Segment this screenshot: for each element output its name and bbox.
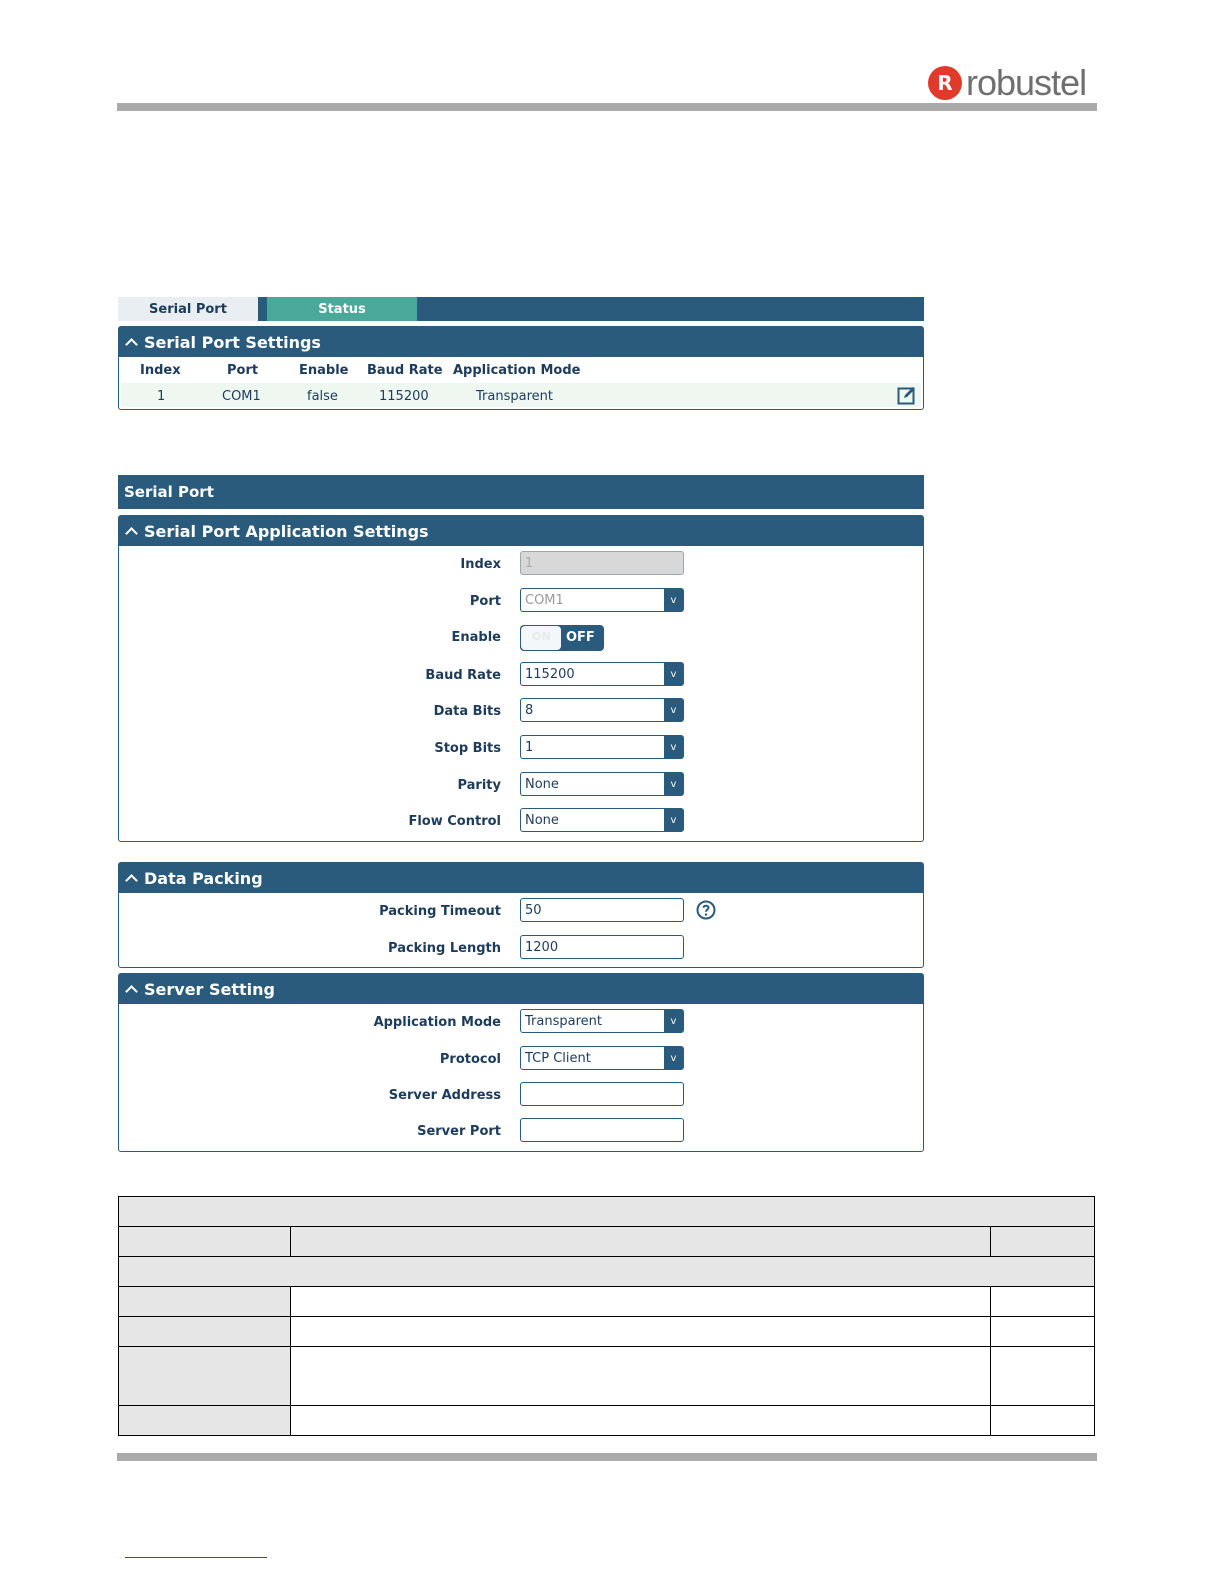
logo-mark: R: [928, 66, 962, 100]
table-cell: [991, 1406, 1095, 1435]
data-packing-panel: [118, 862, 924, 968]
tab-status[interactable]: Status: [267, 297, 417, 321]
table-cell: [991, 1287, 1095, 1317]
column-header-port: Port: [227, 363, 259, 378]
robustel-logo: [928, 62, 1086, 104]
table-cell: [291, 1317, 991, 1347]
table-row: [119, 1317, 291, 1347]
serial-port-settings-panel: [118, 326, 924, 410]
data-bits-select[interactable]: 8 v: [520, 698, 684, 722]
baud-rate-select[interactable]: 115200 v: [520, 662, 684, 686]
parity-label: Parity: [457, 778, 501, 793]
tab-serial-port[interactable]: Serial Port: [118, 297, 258, 321]
table-cell: [291, 1347, 991, 1406]
serial-port-settings-header[interactable]: [119, 327, 923, 357]
panel-title: Serial Port Settings: [144, 332, 321, 352]
table-header-cell: [119, 1227, 291, 1257]
server-setting-header[interactable]: [119, 974, 923, 1004]
toggle-on-text: ON: [532, 630, 551, 643]
index-field: 1: [520, 551, 684, 575]
flow-control-select[interactable]: None v: [520, 808, 684, 832]
table-cell: [991, 1317, 1095, 1347]
table-cell: [291, 1287, 991, 1317]
chevron-down-icon: v: [664, 736, 683, 758]
server-port-input[interactable]: [520, 1118, 684, 1142]
chevron-down-icon: v: [664, 1047, 683, 1069]
baud-rate-label: Baud Rate: [425, 668, 501, 683]
toggle-off-text: OFF: [566, 630, 595, 645]
panel-title: Server Setting: [144, 979, 276, 999]
stop-bits-select[interactable]: 1 v: [520, 735, 684, 759]
chevron-down-icon: v: [664, 809, 683, 831]
table-header-cell: [291, 1227, 991, 1257]
table-section-row: [119, 1257, 1095, 1287]
footer-link-underline[interactable]: [125, 1557, 267, 1558]
flow-control-label: Flow Control: [408, 814, 501, 829]
server-address-input[interactable]: [520, 1082, 684, 1106]
edit-icon[interactable]: [897, 385, 917, 405]
table-row: [119, 1287, 291, 1317]
table-title-row: [119, 1197, 1095, 1227]
data-bits-label: Data Bits: [433, 704, 501, 719]
server-port-label: Server Port: [417, 1124, 501, 1139]
logo-text: robustel: [966, 62, 1087, 103]
cell-application-mode: Transparent: [476, 389, 553, 404]
port-label: Port: [469, 594, 501, 609]
chevron-down-icon: v: [664, 663, 683, 685]
panel-title: Serial Port Application Settings: [144, 521, 429, 541]
table-row: [119, 1347, 291, 1406]
cell-index: 1: [157, 389, 166, 404]
serial-port-section-title: Serial Port: [118, 475, 924, 509]
chevron-down-icon: v: [664, 699, 683, 721]
chevron-down-icon: v: [664, 1010, 683, 1032]
table-cell: [991, 1347, 1095, 1406]
protocol-label: Protocol: [439, 1052, 501, 1067]
chevron-down-icon: v: [664, 773, 683, 795]
chevron-up-icon: [125, 985, 138, 998]
chevron-up-icon: [125, 527, 138, 540]
table-row: [119, 1406, 291, 1435]
parity-select[interactable]: None v: [520, 772, 684, 796]
parameter-table: [118, 1196, 1095, 1436]
packing-length-label: Packing Length: [388, 941, 501, 956]
enable-toggle[interactable]: [520, 625, 604, 651]
packing-timeout-input[interactable]: 50: [520, 898, 684, 922]
application-settings-panel: [118, 515, 924, 842]
chevron-up-icon: [125, 338, 138, 351]
application-mode-label: Application Mode: [373, 1015, 501, 1030]
table-header-cell: [991, 1227, 1095, 1257]
footer-rule: [117, 1453, 1097, 1461]
tab-bar: [118, 297, 924, 321]
application-mode-select[interactable]: Transparent v: [520, 1009, 684, 1033]
packing-length-input[interactable]: 1200: [520, 935, 684, 959]
column-header-index: Index: [140, 363, 181, 378]
server-setting-panel: [118, 973, 924, 1152]
enable-label: Enable: [451, 630, 501, 645]
column-header-application-mode: Application Mode: [453, 363, 581, 378]
cell-baud-rate: 115200: [379, 389, 429, 404]
chevron-up-icon: [125, 874, 138, 887]
server-address-label: Server Address: [388, 1088, 501, 1103]
data-packing-header[interactable]: [119, 863, 923, 893]
stop-bits-label: Stop Bits: [434, 741, 501, 756]
question-circle-icon[interactable]: [696, 900, 716, 920]
packing-timeout-label: Packing Timeout: [379, 904, 501, 919]
port-select[interactable]: COM1 v: [520, 588, 684, 612]
cell-port: COM1: [222, 389, 261, 404]
panel-title: Data Packing: [144, 868, 263, 888]
column-header-enable: Enable: [299, 363, 349, 378]
cell-enable: false: [307, 389, 338, 404]
header-rule: [117, 103, 1097, 111]
index-label: Index: [460, 557, 501, 572]
table-cell: [291, 1406, 991, 1435]
column-header-baud-rate: Baud Rate: [367, 363, 443, 378]
chevron-down-icon: v: [664, 589, 683, 611]
protocol-select[interactable]: TCP Client v: [520, 1046, 684, 1070]
application-settings-header[interactable]: [119, 516, 923, 546]
